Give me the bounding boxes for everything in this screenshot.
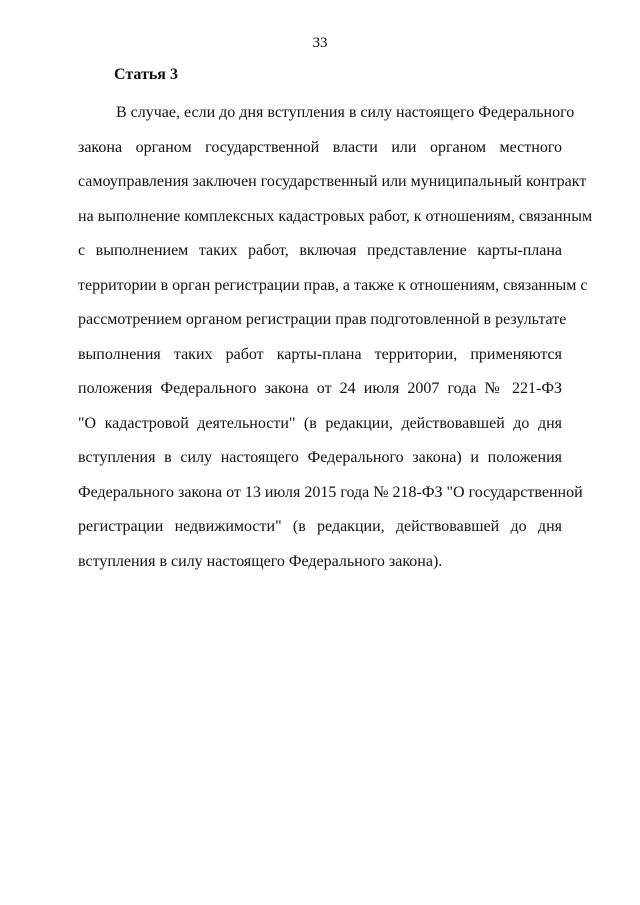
body-line: "О кадастровой деятельности" (в редакции, действовавшей до дня	[78, 414, 562, 432]
body-line: регистрации недвижимости" (в редакции, действовавшей до дня	[78, 518, 562, 535]
body-line: самоуправления заключен государственный или муниципальный контракт	[78, 173, 587, 190]
body-line: положения Федерального закона от 24 июля 2007 года № 221-ФЗ	[78, 380, 562, 397]
body-line: закона органом государственной власти или органом местного	[78, 138, 562, 156]
body-line: выполнения таких работ карты-плана территории, применяются	[78, 345, 562, 363]
body-line: рассмотрением органом регистрации прав подготовленной в результате	[78, 311, 567, 328]
body-line: с выполнением таких работ, включая представление карты-плана	[78, 242, 562, 259]
body-line: территории в орган регистрации прав, а также к отношениям, связанным с	[78, 276, 588, 294]
page-number: 33	[312, 35, 328, 51]
body-line: на выполнение комплексных кадастровых работ, к отношениям, связанным	[78, 207, 593, 225]
body-line: Федерального закона от 13 июля 2015 года № 218-ФЗ "О государственной	[78, 483, 583, 501]
body-line: вступления в силу настоящего Федерального закона).	[78, 552, 443, 570]
body-line: В случае, если до дня вступления в силу настоящего Федерального	[116, 104, 575, 121]
body-line: вступления в силу настоящего Федерального закона) и положения	[78, 449, 562, 466]
article-heading: Статья 3	[114, 66, 178, 83]
article-body	[78, 103, 593, 586]
